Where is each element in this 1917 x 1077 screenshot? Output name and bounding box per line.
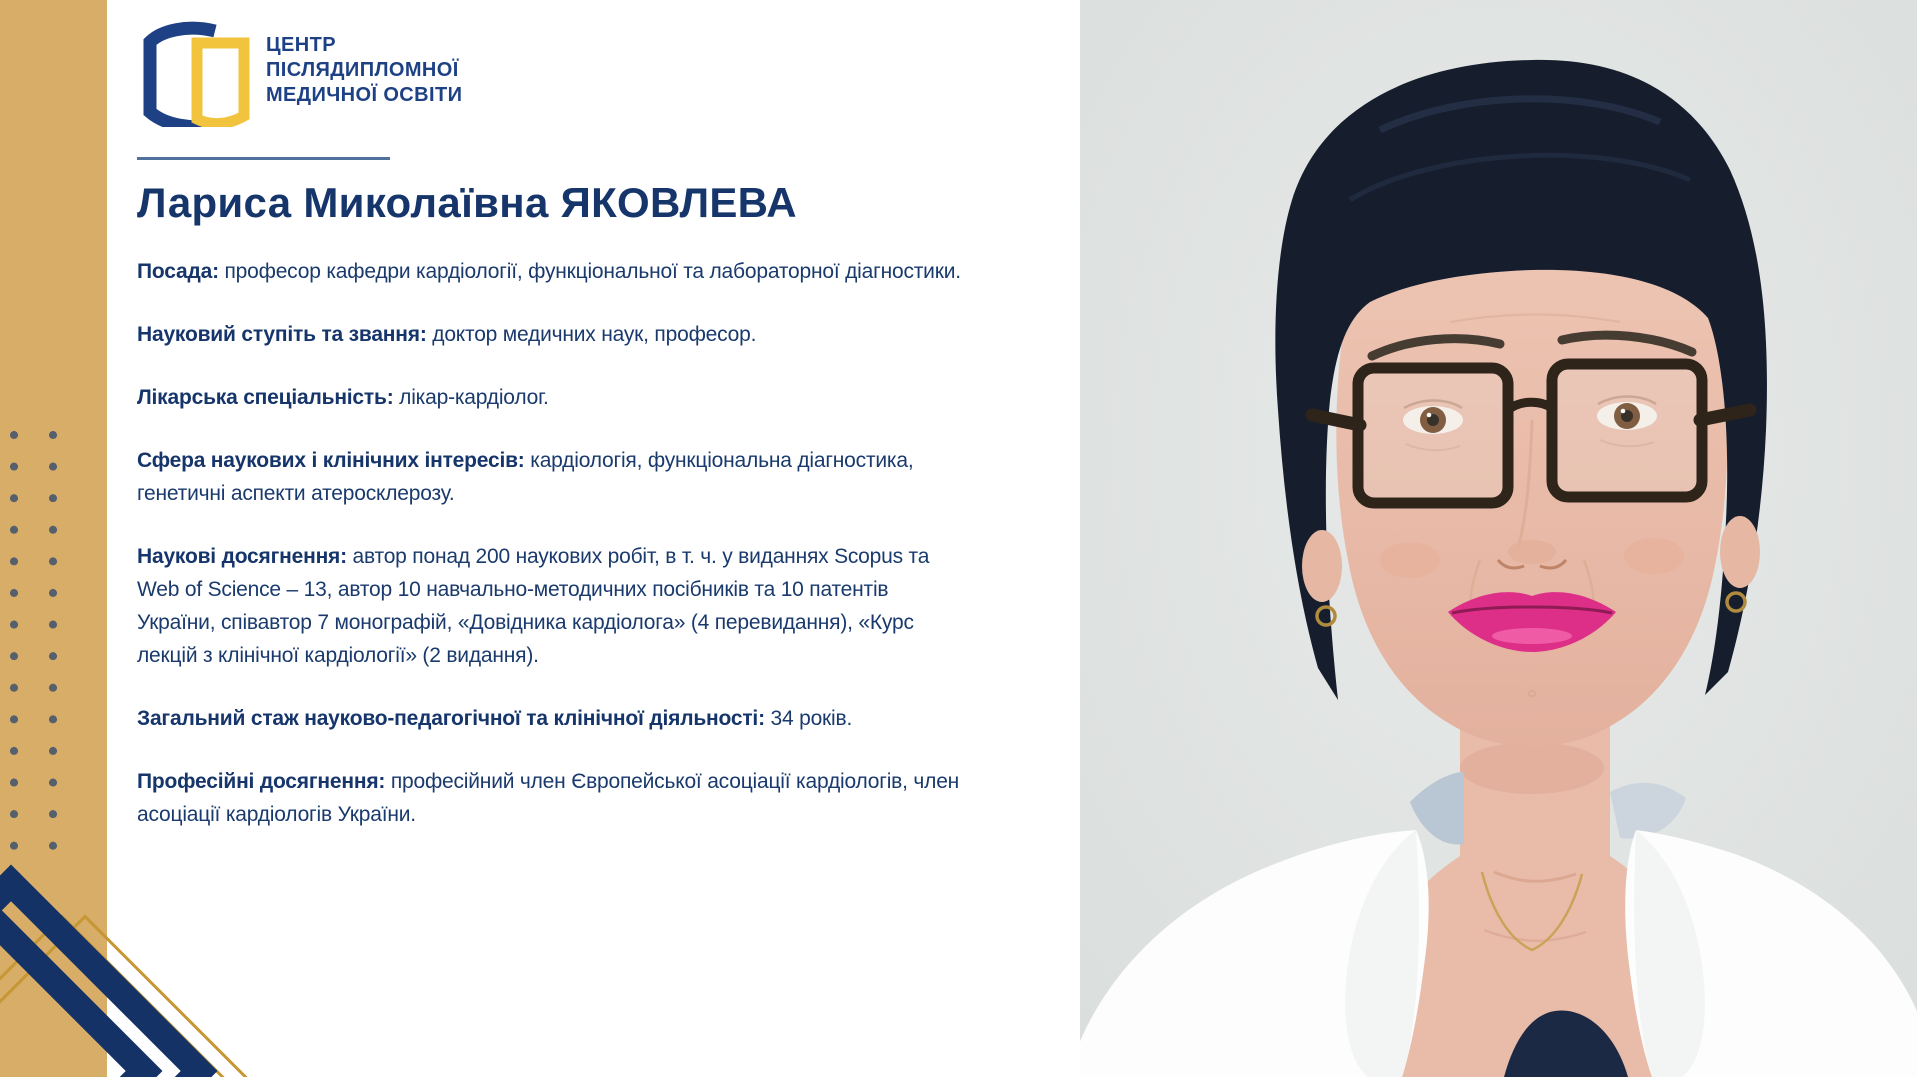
portrait-illustration [1080,0,1917,1077]
org-name-line: МЕДИЧНОЇ ОСВІТИ [266,84,463,106]
profile-fields [137,255,967,861]
org-name-line: ЦЕНТР [266,34,336,56]
field-label: Наукові досягнення: [137,545,353,568]
profile-field [137,381,967,414]
profile-field [137,765,967,831]
org-name-line: ПІСЛЯДИПЛОМНОЇ [266,59,459,81]
profile-field [137,255,967,288]
field-value: доктор медичних наук, професор. [432,323,757,346]
field-value: лікар-кардіолог. [399,386,549,409]
profile-field [137,540,967,672]
field-label: Лікарська спеціальність: [137,386,400,409]
field-label: Загальний стаж науково-педагогічної та клінічної діяльності: [137,707,771,730]
person-name: Лариса Миколаївна ЯКОВЛЕВА [137,179,797,226]
divider-line [137,157,390,160]
field-value: 34 років. [770,707,853,730]
field-value: автор понад 200 наукових робіт, в т. ч. у виданнях Scopus та Web of Science – 13, автор 10 навчально-методичних посібників та 10 патентів України, співавтор 7 монографій, «Довідника кардіолога» (4 перевидання), «Курс лекцій з клінічної кардіології» (2 видання). [137,545,930,667]
profile-field [137,318,967,351]
field-label: Науковий ступіть та звання: [137,323,433,346]
open-book-logo-icon [137,17,252,127]
org-name [266,17,462,108]
profile-content [137,17,982,826]
field-value: професійний член Європейської асоціації кардіологів, член асоціації кардіологів України. [137,770,960,826]
portrait-photo [1080,0,1917,1077]
profile-field [137,702,967,735]
field-value: професор кафедри кардіології, функціональної та лабораторної діагностики. [224,260,961,283]
field-label: Посада: [137,260,225,283]
field-label: Професійні досягнення: [137,770,391,793]
dots-pattern [9,430,67,870]
org-logo [137,17,982,127]
profile-field [137,444,967,510]
field-label: Сфера наукових і клінічних інтересів: [137,449,531,472]
field-value: кардіологія, функціональна діагностика, генетичні аспекти атеросклерозу. [137,449,914,505]
